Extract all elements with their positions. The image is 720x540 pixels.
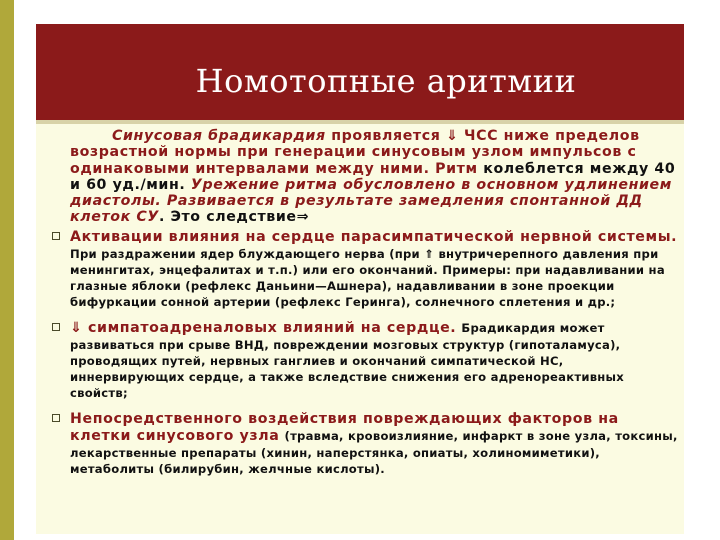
intro-text-2: колеблется между 40 и 60 уд./мин.: [70, 160, 676, 193]
bullet-item-sympathoadrenal: [52, 319, 682, 400]
bullet-detail: (травма, кровоизлияние, инфаркт в зоне узла, токсины, лекарственные препараты (хинин, наперстянка, опиаты, холиномиметики), метаболиты (билирубин, желчные кислоты).: [70, 428, 678, 476]
bullet-lead: ⇓ симпатоадреналовых влияний на сердце.: [70, 319, 457, 336]
intro-text-4: . Это следствие⇒: [158, 209, 310, 226]
square-bullet-icon: [52, 232, 60, 240]
bullet-lead: Активации влияния на сердце парасимпатической нервной системы.: [70, 228, 678, 245]
title-banner: [36, 24, 684, 122]
left-accent-bar: [0, 0, 14, 540]
slide-content: [52, 128, 682, 476]
bullet-detail: При раздражении ядер блуждающего нерва (при ⇑ внутричерепного давления при менингитах, энцефалитах и т.п.) или его окончаний. Примеры: при надавливании на глазные яблоки (рефлекс Даньини—Ашнера), надавливании в зоне проекции бифуркации сонной артерии (рефлекс Геринга), солнечного сплетения и др.;: [70, 246, 665, 309]
bullet-item-parasympathetic: [52, 228, 682, 309]
square-bullet-icon: [52, 323, 60, 331]
intro-term: Синусовая брадикардия: [112, 128, 326, 144]
bullet-lead: Непосредственного воздействия повреждающих факторов на клетки синусового узла: [70, 410, 619, 444]
slide-title: Номотопные аритмии: [195, 62, 577, 100]
intro-text-1: проявляется ⇓ ЧСС ниже пределов возрастной нормы при генерации синусовым узлом импульсов с одинаковыми интервалами между ними. Ритм: [70, 128, 640, 177]
bullet-item-damaging-factors: [52, 410, 682, 476]
square-bullet-icon: [52, 414, 60, 422]
intro-paragraph: [52, 128, 682, 226]
bullet-detail: Брадикардия может развиваться при срыве ВНД, повреждении мозговых структур (гипоталамуса), проводящих путей, нервных ганглиев и окончаний симпатической НС, иннервирующих сердце, а также вследствие снижения его адренореактивных свойств;: [70, 320, 625, 400]
intro-text-3: Урежение ритма обусловлено в основном удлинением диастолы. Развивается в результате замедления спонтанной ДД клеток СУ: [70, 176, 672, 226]
